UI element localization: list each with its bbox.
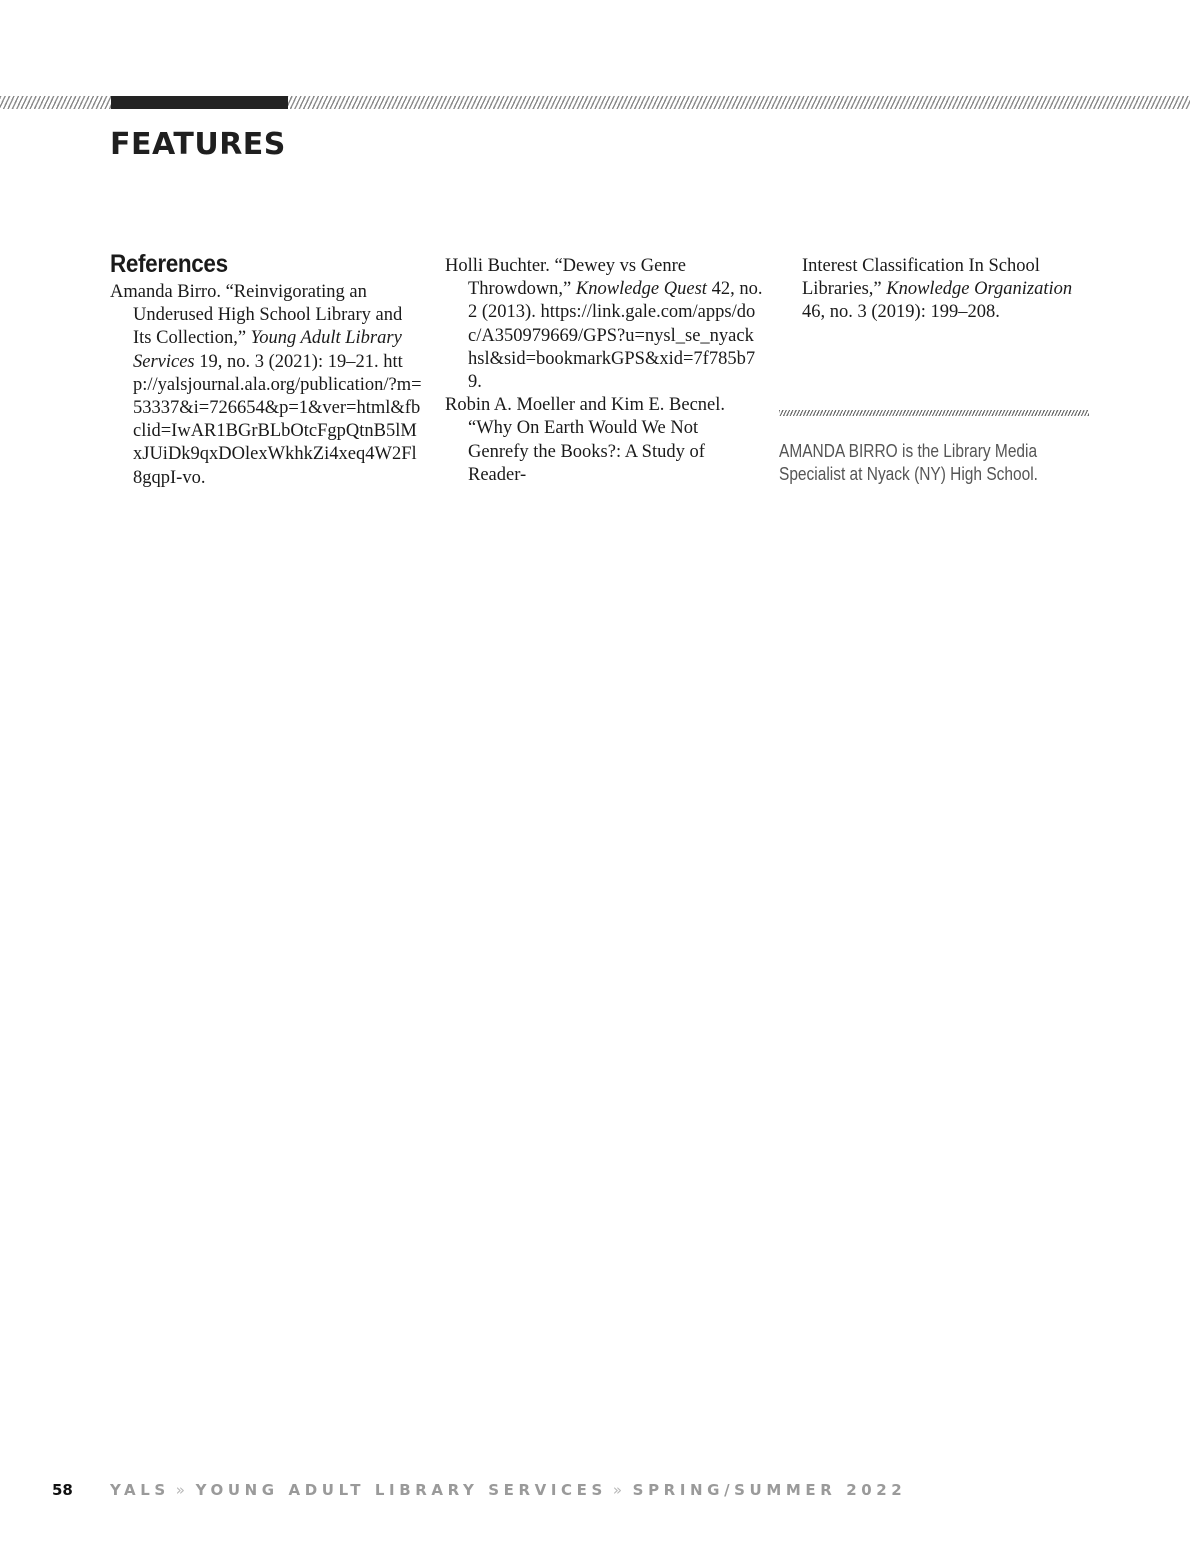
section-title: FEATURES	[110, 127, 286, 162]
author-name: AMANDA BIRRO	[779, 441, 898, 461]
running-footer	[110, 1481, 906, 1499]
separator-glyph: »	[175, 1481, 190, 1499]
section-marker-block	[111, 96, 288, 109]
reference-title: Knowledge Quest	[575, 279, 707, 300]
reference-text: Holli Buchter. “Dewey vs Genre Throwdown,”	[445, 256, 686, 300]
reference-title: Knowledge Organization	[886, 279, 1073, 300]
references-heading: References	[110, 250, 228, 278]
issue-label: SPRING/SUMMER 2022	[632, 1481, 907, 1499]
author-bio-text: is the Library Media Specialist at Nyack (NY) High School.	[779, 441, 1038, 484]
reference-details: 19, no. 3 (2021): 19–21.	[194, 351, 384, 372]
publication-full: YOUNG ADULT LIBRARY SERVICES	[195, 1481, 607, 1499]
page-footer	[0, 1481, 1200, 1501]
reference-title: Young Adult Library Services	[133, 328, 402, 372]
reference-entry	[445, 255, 763, 394]
reference-text: Robin A. Moeller and Kim E. Becnel. “Why On Earth Would We Not Genrefy the Books?: A Study of Reader-	[445, 395, 726, 485]
separator-glyph: »	[612, 1481, 627, 1499]
reference-details: 46, no. 3 (2019): 199–208.	[802, 302, 1000, 323]
reference-entry	[445, 394, 763, 487]
author-bio	[779, 440, 1106, 486]
reference-entry	[110, 281, 425, 490]
page-number: 58	[52, 1481, 73, 1499]
reference-text: Amanda Birro. “Reinvigorating an Underused High School Library and Its Collection,”	[110, 282, 403, 349]
reference-entry-continued	[779, 255, 1097, 325]
reference-text: Interest Classification In School Libraries,”	[802, 256, 1040, 300]
references-column-3	[779, 250, 1097, 325]
reference-details: 42, no. 2 (2013).	[468, 279, 763, 323]
reference-url[interactable]: https://link.gale.com/apps/doc/A350979669/GPS?u=nysl_se_nyackhsl&sid=bookmarkGPS&xid=7f785b79.	[468, 302, 756, 393]
references-column-1	[110, 250, 425, 490]
bio-hatch-divider	[779, 410, 1089, 416]
reference-url[interactable]: http://yalsjournal.ala.org/publication/?m=53337&i=726654&p=1&ver=html&fbclid=IwAR1BGrBLbOtcFgpQtnB5lMxJUiDk9qxDOlexWkhkZi4xeq4W2Fl8gqpI-vo.	[133, 351, 422, 488]
publication-short: YALS	[110, 1481, 170, 1499]
references-column-2	[445, 250, 763, 487]
